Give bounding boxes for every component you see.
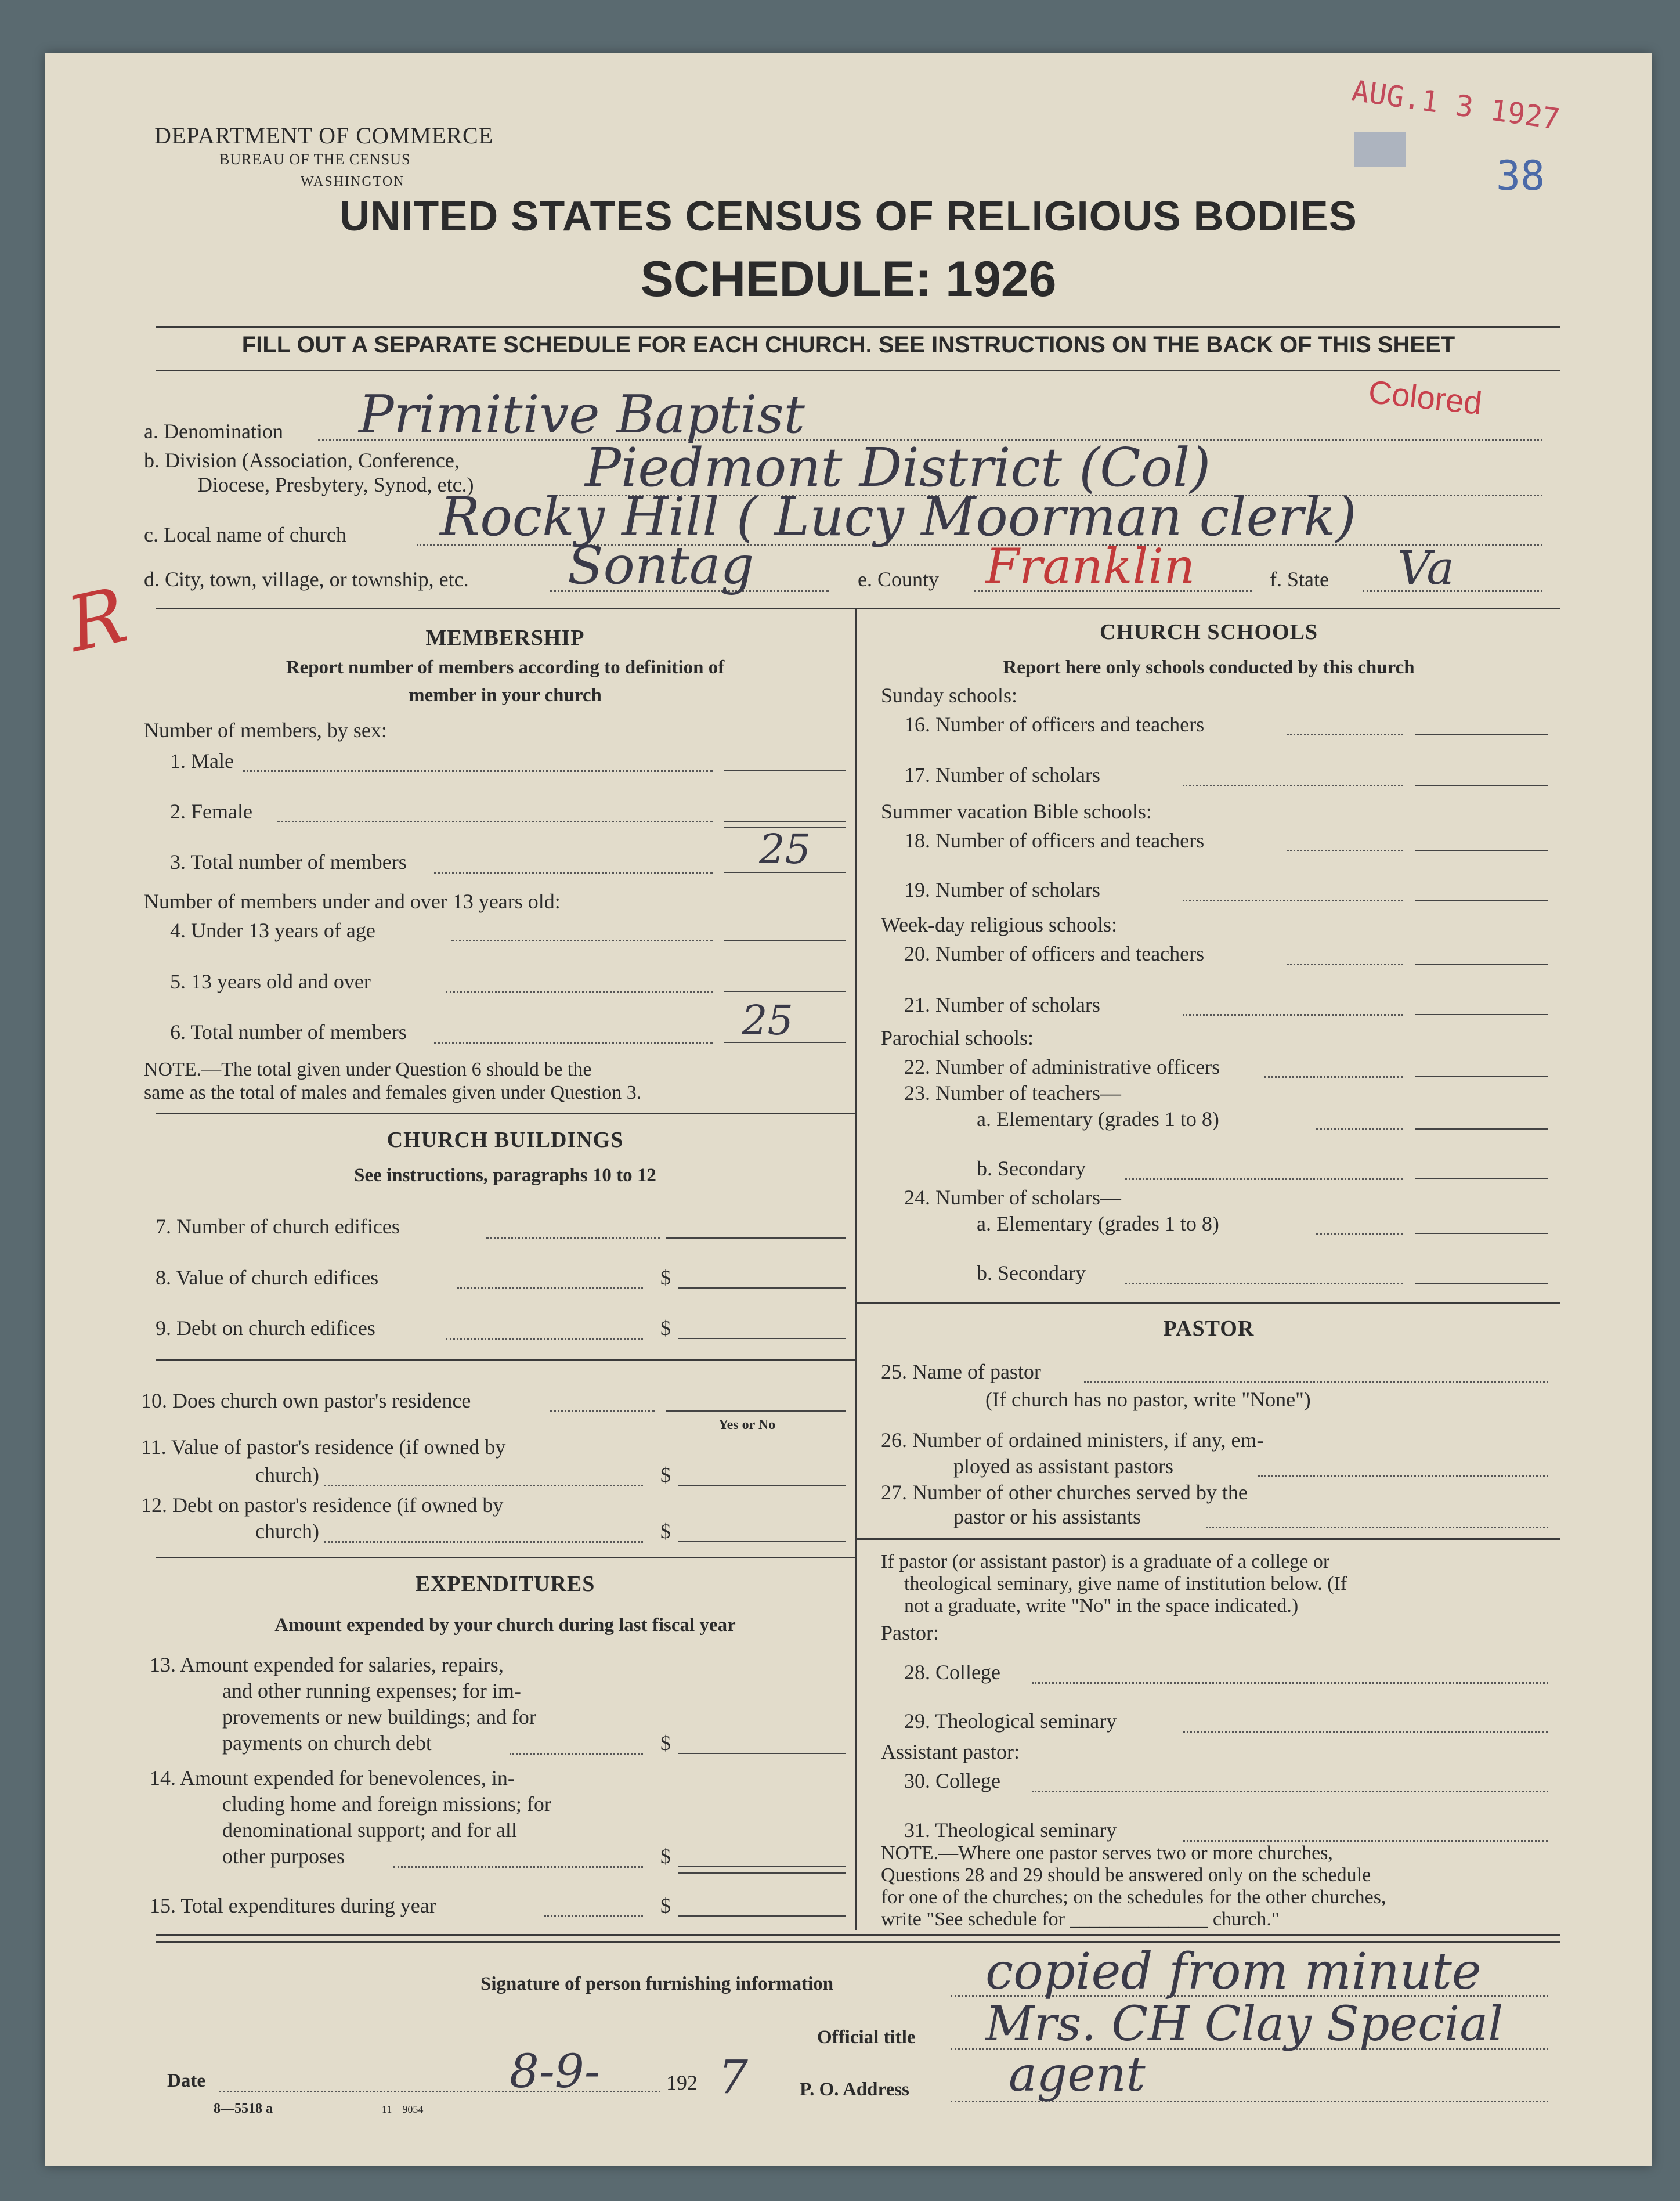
q3-total-value[interactable]: 25	[759, 825, 811, 873]
q31-seminary-label: 31. Theological seminary	[904, 1818, 1117, 1842]
q8-value-edifices-label: 8. Value of church edifices	[156, 1266, 379, 1289]
q9-answer-field[interactable]	[678, 1338, 846, 1339]
q24b-label: b. Secondary	[977, 1261, 1086, 1284]
city-label: WASHINGTON	[301, 174, 405, 189]
q13-label-4: payments on church debt	[222, 1731, 432, 1755]
q24a-label: a. Elementary (grades 1 to 8)	[977, 1212, 1219, 1235]
expenditures-sub: Amount expended by your church during last fiscal year	[274, 1615, 736, 1636]
q24b-dots	[1125, 1283, 1403, 1284]
q17-dots	[1183, 785, 1403, 786]
q27-answer-field[interactable]	[1206, 1527, 1548, 1528]
q22-dots	[1264, 1076, 1403, 1078]
q30-answer-field[interactable]	[1032, 1791, 1548, 1792]
q5-answer-field[interactable]	[724, 991, 846, 992]
q10-dots	[550, 1410, 655, 1412]
age-heading: Number of members under and over 13 years old:	[144, 890, 561, 913]
q26-answer-field[interactable]	[1258, 1475, 1548, 1477]
q18-answer-field[interactable]	[1415, 850, 1548, 851]
yes-no-hint: Yes or No	[718, 1417, 776, 1433]
q26-label-1: 26. Number of ordained ministers, if any, em-	[881, 1428, 1264, 1452]
schools-sub: Report here only schools conducted by this church	[1003, 657, 1415, 678]
state-value[interactable]: Va	[1397, 541, 1455, 595]
q19-answer-field[interactable]	[1415, 900, 1548, 901]
q1-dots	[243, 770, 713, 772]
official-title-label: Official title	[817, 2027, 916, 2048]
form-title: UNITED STATES CENSUS OF RELIGIOUS BODIES	[339, 193, 1357, 240]
q2-answer-field[interactable]	[724, 821, 846, 822]
q2-female-label: 2. Female	[170, 800, 252, 823]
colored-stamp: Colored	[1367, 373, 1484, 422]
q25-pastor-name-label: 25. Name of pastor	[881, 1360, 1041, 1383]
q3-total-label: 3. Total number of members	[170, 850, 407, 874]
buildings-heading: CHURCH BUILDINGS	[386, 1128, 624, 1152]
q15-answer-field[interactable]	[678, 1915, 846, 1917]
q1-answer-field[interactable]	[724, 770, 846, 771]
q21-answer-field[interactable]	[1415, 1014, 1548, 1015]
header-rule-top	[156, 326, 1560, 328]
assistant-pastor-sublabel: Assistant pastor:	[881, 1740, 1020, 1763]
q9-dots	[446, 1338, 643, 1340]
q14-answer-field[interactable]	[678, 1866, 846, 1867]
q13-label-3: provements or new buildings; and for	[222, 1705, 536, 1729]
q17-answer-field[interactable]	[1415, 785, 1548, 786]
signature-value[interactable]: copied from minute	[985, 1943, 1482, 2001]
schedule-title: SCHEDULE: 1926	[640, 251, 1057, 307]
census-form-page	[45, 53, 1652, 2166]
county-value[interactable]: Franklin	[985, 538, 1195, 595]
q11-dots	[324, 1485, 643, 1486]
weekday-schools-label: Week-day religious schools:	[881, 913, 1118, 936]
q25-note: (If church has no pastor, write "None")	[985, 1388, 1311, 1411]
q23b-dots	[1125, 1178, 1403, 1180]
signature-label: Signature of person furnishing information	[480, 1973, 834, 1994]
date-value[interactable]: 8-9-	[510, 2044, 600, 2098]
pastor-note-4: write "See schedule for ______________ church."	[881, 1908, 1280, 1930]
q3-dots	[434, 872, 713, 874]
q31-answer-field[interactable]	[1183, 1840, 1548, 1842]
header-rule-bottom	[156, 370, 1560, 371]
pastor-heading: PASTOR	[1163, 1316, 1255, 1341]
q14-label-4: other purposes	[222, 1845, 345, 1868]
q26-label-2: ployed as assistant pastors	[953, 1455, 1173, 1478]
denomination-label: a. Denomination	[144, 420, 283, 443]
expenditures-heading: EXPENDITURES	[415, 1572, 595, 1596]
q24a-answer-field[interactable]	[1415, 1233, 1548, 1234]
pastor-sublabel: Pastor:	[881, 1621, 940, 1644]
q8-dollar: $	[660, 1266, 671, 1289]
q4-dots	[451, 940, 713, 941]
q5-13-and-over-label: 5. 13 years old and over	[170, 970, 371, 993]
q20-label: 20. Number of officers and teachers	[904, 942, 1205, 965]
q23a-answer-field[interactable]	[1415, 1128, 1548, 1130]
po-address-label: P. O. Address	[800, 2079, 909, 2100]
q5-dots	[446, 991, 713, 993]
print-number: 11—9054	[382, 2103, 424, 2115]
q19-dots	[1183, 900, 1403, 901]
q15-total-label: 15. Total expenditures during year	[150, 1894, 436, 1917]
q11-answer-field[interactable]	[678, 1485, 846, 1486]
q24a-dots	[1316, 1233, 1403, 1235]
q18-dots	[1287, 850, 1403, 851]
official-title-value[interactable]: Mrs. CH Clay Special	[985, 1997, 1504, 2052]
county-label: e. County	[858, 568, 939, 591]
membership-sub-1: Report number of members according to definition of	[286, 657, 725, 678]
buildings-bottom-rule	[156, 1557, 855, 1558]
q16-dots	[1287, 734, 1403, 735]
q7-edifices-label: 7. Number of church edifices	[156, 1215, 400, 1238]
division-label-2: Diocese, Presbytery, Synod, etc.)	[197, 473, 474, 496]
q15-dollar: $	[660, 1894, 671, 1917]
footer-rule-top	[156, 1934, 1560, 1936]
q23b-answer-field[interactable]	[1415, 1178, 1548, 1179]
membership-note-1: NOTE.—The total given under Question 6 should be the	[144, 1059, 592, 1080]
q16-label: 16. Number of officers and teachers	[904, 713, 1205, 736]
q22-answer-field[interactable]	[1415, 1076, 1548, 1077]
identity-bottom-rule	[156, 608, 1560, 609]
q13-label-2: and other running expenses; for im-	[222, 1679, 521, 1702]
q6-total-label: 6. Total number of members	[170, 1020, 407, 1044]
q20-answer-field[interactable]	[1415, 964, 1548, 965]
summer-schools-label: Summer vacation Bible schools:	[881, 800, 1152, 823]
q29-answer-field[interactable]	[1183, 1731, 1548, 1733]
department-label: DEPARTMENT OF COMMERCE	[154, 122, 494, 149]
q22-label: 22. Number of administrative officers	[904, 1055, 1220, 1078]
q17-label: 17. Number of scholars	[904, 763, 1100, 786]
denomination-value[interactable]: Primitive Baptist	[359, 384, 805, 445]
q14-label-2: cluding home and foreign missions; for	[222, 1792, 551, 1816]
form-number: 8—5518 a	[214, 2101, 273, 2116]
q7-answer-field[interactable]	[666, 1237, 846, 1239]
q16-answer-field[interactable]	[1415, 734, 1548, 735]
q10-answer-field[interactable]	[666, 1410, 846, 1412]
q9-dollar: $	[660, 1316, 671, 1340]
buildings-mid-rule	[156, 1359, 855, 1361]
state-label: f. State	[1270, 568, 1329, 591]
pastor-note-1: NOTE.—Where one pastor serves two or more churches,	[881, 1842, 1333, 1864]
q28-college-label: 28. College	[904, 1661, 1000, 1684]
q6-total-value[interactable]: 25	[742, 997, 794, 1044]
q14-label-1: 14. Amount expended for benevolences, in-	[150, 1766, 515, 1789]
q14-answer-underline	[678, 1872, 846, 1874]
po-address-value[interactable]: agent	[1009, 2047, 1146, 2102]
q29-seminary-label: 29. Theological seminary	[904, 1709, 1117, 1733]
column-divider	[855, 609, 857, 1930]
q23a-label: a. Elementary (grades 1 to 8)	[977, 1107, 1219, 1131]
q2-dots	[277, 821, 713, 822]
q9-debt-edifices-label: 9. Debt on church edifices	[156, 1316, 375, 1340]
q23a-dots	[1316, 1128, 1403, 1130]
q18-label: 18. Number of officers and teachers	[904, 829, 1205, 852]
q1-male-label: 1. Male	[170, 749, 234, 773]
q12-dollar: $	[660, 1520, 671, 1543]
sunday-schools-label: Sunday schools:	[881, 684, 1018, 707]
membership-bottom-rule	[156, 1113, 855, 1114]
local-name-label: c. Local name of church	[144, 523, 346, 546]
q10-pastor-residence-label: 10. Does church own pastor's residence	[141, 1389, 471, 1412]
local-name-value[interactable]: Rocky Hill ( Lucy Moorman clerk)	[440, 486, 1357, 548]
q11-value-residence-label-1: 11. Value of pastor's residence (if owned by	[141, 1435, 506, 1459]
q8-answer-field[interactable]	[678, 1287, 846, 1289]
pastor-note-2: Questions 28 and 29 should be answered only on the schedule	[881, 1864, 1371, 1886]
division-value[interactable]: Piedmont District (Col)	[585, 436, 1211, 499]
blue-stamp-smudge	[1354, 132, 1406, 167]
q12-debt-residence-label-1: 12. Debt on pastor's residence (if owned by	[141, 1493, 504, 1517]
q12-dots	[324, 1541, 643, 1543]
q13-label-1: 13. Amount expended for salaries, repairs,	[150, 1653, 504, 1676]
q4-answer-field[interactable]	[724, 940, 846, 941]
city-town-value[interactable]: Sontag	[568, 535, 754, 596]
q24-label: 24. Number of scholars—	[904, 1186, 1121, 1209]
pastor-mid-rule	[857, 1538, 1560, 1540]
q27-label-1: 27. Number of other churches served by the	[881, 1481, 1248, 1504]
q25-pastor-name-field[interactable]	[1084, 1381, 1548, 1383]
q13-dots	[510, 1753, 643, 1755]
parochial-schools-label: Parochial schools:	[881, 1026, 1034, 1049]
q27-label-2: pastor or his assistants	[953, 1505, 1141, 1528]
q15-dots	[544, 1915, 643, 1917]
schools-heading: CHURCH SCHOOLS	[1099, 620, 1318, 644]
city-town-label: d. City, town, village, or township, etc.	[144, 568, 469, 591]
membership-heading: MEMBERSHIP	[425, 626, 585, 650]
q13-answer-field[interactable]	[678, 1753, 846, 1754]
division-label-1: b. Division (Association, Conference,	[144, 449, 460, 472]
q11-dollar: $	[660, 1463, 671, 1486]
q30-college-label: 30. College	[904, 1769, 1000, 1792]
q20-dots	[1287, 964, 1403, 965]
schools-bottom-rule	[857, 1302, 1560, 1304]
stamp-number: 38	[1496, 152, 1545, 200]
q24b-answer-field[interactable]	[1415, 1283, 1548, 1284]
q19-label: 19. Number of scholars	[904, 878, 1100, 901]
membership-note-2: same as the total of males and females given under Question 3.	[144, 1082, 642, 1103]
bureau-label: BUREAU OF THE CENSUS	[219, 151, 411, 168]
q14-label-3: denominational support; and for all	[222, 1818, 517, 1842]
instruction-banner: FILL OUT A SEPARATE SCHEDULE FOR EACH CHURCH. SEE INSTRUCTIONS ON THE BACK OF THIS SHEET	[241, 332, 1455, 358]
graduate-note-1: If pastor (or assistant pastor) is a graduate of a college or	[881, 1551, 1330, 1572]
q28-answer-field[interactable]	[1032, 1682, 1548, 1684]
q23b-label: b. Secondary	[977, 1157, 1086, 1180]
graduate-note-2: theological seminary, give name of institution below. (If	[904, 1573, 1347, 1594]
q11-value-residence-label-2: church)	[255, 1463, 319, 1486]
q6-dots	[434, 1042, 713, 1044]
pastor-note-3: for one of the churches; on the schedules for the other churches,	[881, 1886, 1386, 1908]
q12-debt-residence-label-2: church)	[255, 1520, 319, 1543]
q13-dollar: $	[660, 1731, 671, 1755]
membership-sub-2: member in your church	[409, 685, 602, 706]
q4-under-13-label: 4. Under 13 years of age	[170, 919, 375, 942]
q23-label: 23. Number of teachers—	[904, 1081, 1121, 1105]
q12-answer-field[interactable]	[678, 1541, 846, 1542]
q14-dollar: $	[660, 1845, 671, 1868]
received-date-stamp: AUG.1 3 1927	[1349, 74, 1562, 136]
q8-dots	[457, 1287, 643, 1289]
members-by-sex-label: Number of members, by sex:	[144, 719, 387, 742]
q14-dots	[393, 1866, 643, 1868]
year-digit[interactable]: 7	[718, 2050, 748, 2104]
q21-dots	[1183, 1014, 1403, 1016]
graduate-note-3: not a graduate, write "No" in the space indicated.)	[904, 1595, 1299, 1617]
q21-label: 21. Number of scholars	[904, 993, 1100, 1016]
margin-mark: R	[60, 571, 134, 669]
date-label: Date	[167, 2070, 205, 2091]
q7-dots	[486, 1237, 660, 1239]
buildings-sub: See instructions, paragraphs 10 to 12	[354, 1165, 656, 1186]
year-prefix: 192	[666, 2071, 698, 2094]
